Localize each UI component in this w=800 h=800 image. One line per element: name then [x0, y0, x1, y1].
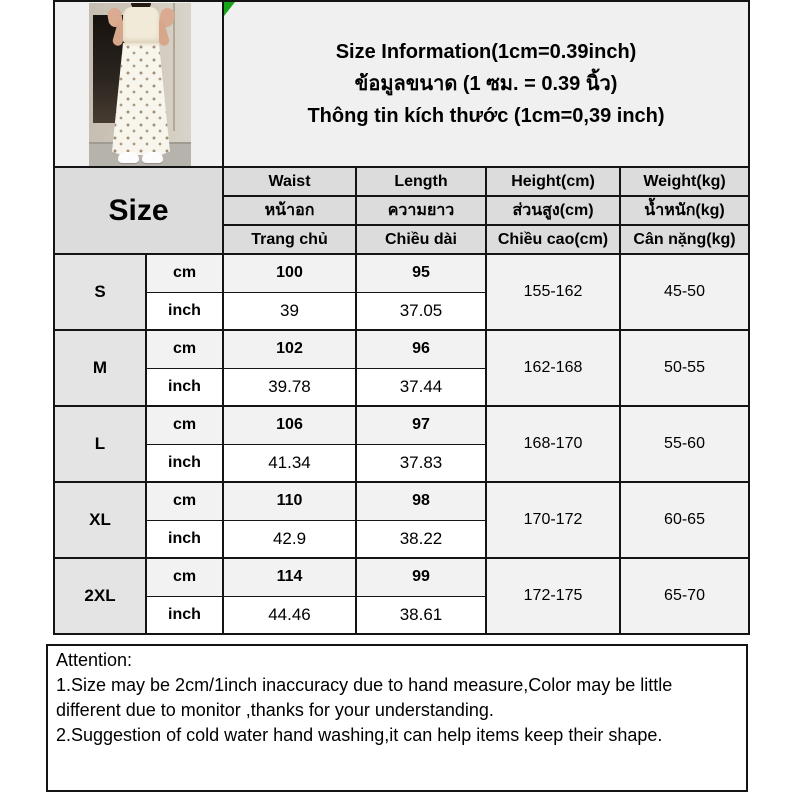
col-header-weight-en: Weight(kg)	[620, 167, 749, 196]
col-header-weight-th: น้ำหนัก(kg)	[620, 196, 749, 225]
length-cm-m: 96	[356, 330, 486, 368]
col-header-waist-th: หน้าอก	[223, 196, 356, 225]
size-label-m: M	[54, 330, 146, 406]
length-inch-m: 37.44	[356, 368, 486, 406]
waist-cm-s: 100	[223, 254, 356, 292]
attention-heading: Attention:	[56, 650, 133, 670]
length-inch-l: 37.83	[356, 444, 486, 482]
col-header-height-en: Height(cm)	[486, 167, 620, 196]
photo-wall-corner	[173, 3, 175, 131]
waist-cm-2xl: 114	[223, 558, 356, 596]
weight-range-m: 50-55	[620, 330, 749, 406]
waist-cm-xl: 110	[223, 482, 356, 520]
waist-inch-l: 41.34	[223, 444, 356, 482]
height-range-s: 155-162	[486, 254, 620, 330]
length-inch-xl: 38.22	[356, 520, 486, 558]
unit-label-cm: cm	[146, 254, 223, 292]
size-column-header: Size	[54, 167, 223, 254]
weight-range-2xl: 65-70	[620, 558, 749, 634]
size-label-s: S	[54, 254, 146, 330]
unit-label-inch: inch	[146, 520, 223, 558]
attention-box	[46, 644, 748, 792]
waist-inch-s: 39	[223, 292, 356, 330]
length-cm-s: 95	[356, 254, 486, 292]
size-label-xl: XL	[54, 482, 146, 558]
col-header-length-en: Length	[356, 167, 486, 196]
col-header-height-vi: Chiều cao(cm)	[486, 225, 620, 254]
col-header-length-th: ความยาว	[356, 196, 486, 225]
col-header-height-th: ส่วนสูง(cm)	[486, 196, 620, 225]
title-vietnamese: Thông tin kích thước (1cm=0,39 inch)	[307, 105, 665, 127]
title-cell	[223, 1, 749, 167]
height-range-xl: 170-172	[486, 482, 620, 558]
unit-label-cm: cm	[146, 482, 223, 520]
waist-inch-m: 39.78	[223, 368, 356, 406]
unit-label-inch: inch	[146, 292, 223, 330]
unit-label-cm: cm	[146, 406, 223, 444]
unit-label-cm: cm	[146, 558, 223, 596]
title-english: Size Information(1cm=0.39inch)	[335, 41, 637, 63]
waist-inch-2xl: 44.46	[223, 596, 356, 634]
unit-label-inch: inch	[146, 368, 223, 406]
length-cm-l: 97	[356, 406, 486, 444]
attention-note-1: 1.Size may be 2cm/1inch inaccuracy due to hand measure,Color may be little different due to monitor ,thanks for your understanding.	[56, 675, 673, 720]
col-header-weight-vi: Cân nặng(kg)	[620, 225, 749, 254]
waist-cm-l: 106	[223, 406, 356, 444]
col-header-waist-en: Waist	[223, 167, 356, 196]
col-header-length-vi: Chiều dài	[356, 225, 486, 254]
product-photo-cell	[54, 1, 223, 167]
size-label-l: L	[54, 406, 146, 482]
height-range-m: 162-168	[486, 330, 620, 406]
product-photo	[89, 3, 191, 166]
photo-right-shoe	[142, 152, 163, 163]
waist-cm-m: 102	[223, 330, 356, 368]
excel-corner-flag-icon	[224, 2, 235, 16]
size-table	[53, 0, 750, 635]
unit-label-cm: cm	[146, 330, 223, 368]
length-cm-2xl: 99	[356, 558, 486, 596]
waist-inch-xl: 42.9	[223, 520, 356, 558]
col-header-waist-vi: Trang chủ	[223, 225, 356, 254]
height-range-2xl: 172-175	[486, 558, 620, 634]
height-range-l: 168-170	[486, 406, 620, 482]
photo-left-shoe	[118, 152, 139, 163]
weight-range-xl: 60-65	[620, 482, 749, 558]
photo-shirt	[123, 7, 159, 43]
attention-note-2: 2.Suggestion of cold water hand washing,it can help items keep their shape.	[56, 725, 663, 745]
length-cm-xl: 98	[356, 482, 486, 520]
unit-label-inch: inch	[146, 596, 223, 634]
unit-label-inch: inch	[146, 444, 223, 482]
weight-range-s: 45-50	[620, 254, 749, 330]
title-thai: ข้อมูลขนาด (1 ซม. = 0.39 นิ้ว)	[354, 73, 618, 95]
size-label-2xl: 2XL	[54, 558, 146, 634]
length-inch-s: 37.05	[356, 292, 486, 330]
weight-range-l: 55-60	[620, 406, 749, 482]
length-inch-2xl: 38.61	[356, 596, 486, 634]
